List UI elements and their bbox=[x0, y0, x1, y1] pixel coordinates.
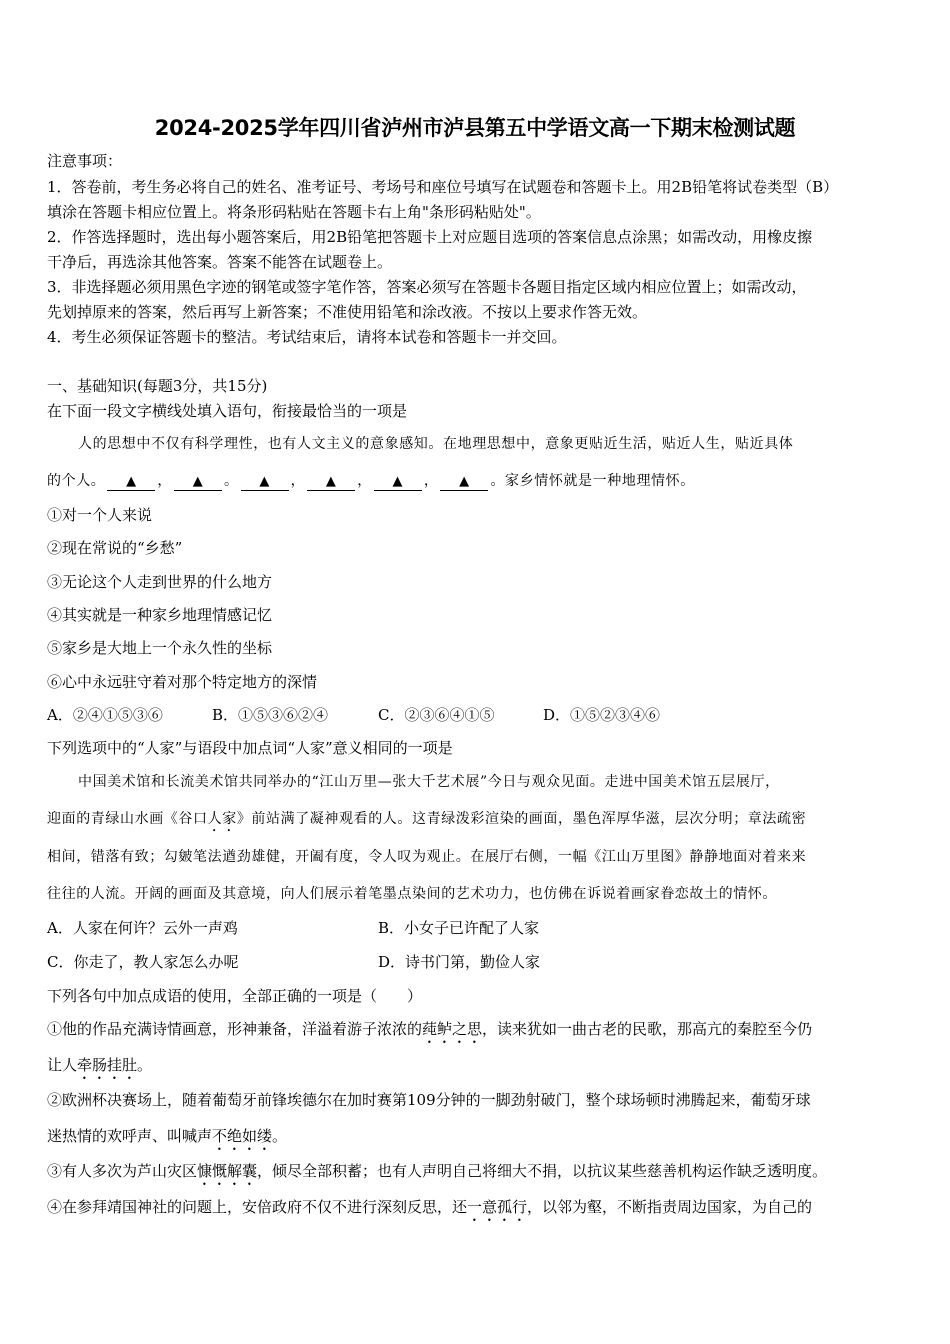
q2-passage-text: 迎面的青绿山水画《谷口 bbox=[47, 811, 208, 827]
note-4: 4．考生必须保证答题卡的整洁。考试结束后，请将本试卷和答题卡一并交回。 bbox=[47, 328, 567, 346]
q1-stem: 在下面一段文字横线处填入语句，衔接最恰当的一项是 bbox=[47, 402, 408, 420]
q2-passage-line-3: 相间，错落有致；勾皴笔法遒劲雄健，开阖有度，令人叹为观止。在展厅右侧，一幅《江山万里图》静静地面对着来来 bbox=[47, 849, 807, 865]
q3-sentence-4 bbox=[47, 1197, 812, 1225]
note-2-line-2: 干净后，再选涂其他答案。答案不能答在试题卷上。 bbox=[47, 253, 393, 271]
q3-text: 。 bbox=[137, 1056, 153, 1074]
answer-blank[interactable] bbox=[307, 473, 355, 491]
q2-option-c[interactable]: C．你走了，教人家怎么办呢 bbox=[47, 953, 239, 971]
notes-heading: 注意事项： bbox=[47, 152, 123, 170]
triangle-icon: ▲ bbox=[459, 474, 470, 489]
answer-blank[interactable] bbox=[241, 473, 289, 491]
section-heading: 一、基础知识(每题3分，共15分) bbox=[47, 377, 268, 395]
note-3-line-2: 先划掉原来的答案，然后再写上新答案；不准使用铅笔和涂改液。不按以上要求作答无效。 bbox=[47, 303, 648, 321]
page-title: 2024-2025学年四川省泸州市泸县第五中学语文高一下期末检测试题 bbox=[154, 116, 796, 140]
dotted-idiom: 牵肠挂肚 bbox=[77, 1056, 138, 1074]
note-3-line-1: 3．非选择题必须用黑色字迹的钢笔或签字笔作答，答案必须写在答题卡各题目指定区域内相应位置上；如需改动， bbox=[47, 278, 807, 296]
q2-option-b[interactable]: B．小女子已许配了人家 bbox=[378, 919, 540, 937]
q2-stem: 下列选项中的“人家”与语段中加点词“人家”意义相同的一项是 bbox=[47, 739, 453, 757]
dotted-idiom: 不绝如缕 bbox=[212, 1127, 273, 1145]
q1-item-4: ④其实就是一种家乡地理情感记忆 bbox=[47, 606, 273, 624]
triangle-icon: ▲ bbox=[392, 474, 404, 489]
q3-text: ，以邻为壑，不断指责周边国家，为自己的 bbox=[527, 1198, 813, 1216]
q3-sentence-3 bbox=[47, 1161, 827, 1189]
q3-text: 。 bbox=[272, 1127, 288, 1145]
q1-passage-line-2: 的个人。 ▲ ， ▲ 。 ▲ ， ▲ ， ▲ ， ▲ 。家乡情怀就是一种地理情怀。 bbox=[47, 473, 695, 489]
q3-text: 让人 bbox=[47, 1056, 78, 1074]
q1-item-6: ⑥心中永远驻守着对那个特定地方的深情 bbox=[47, 673, 318, 691]
q1-passage-line-1: 人的思想中不仅有科学理性，也有人文主义的意象感知。在地理思想中，意象更贴近生活，贴近人生，贴近具体 bbox=[78, 436, 794, 452]
triangle-icon: ▲ bbox=[126, 474, 137, 489]
q1-passage-lead: 的个人。 bbox=[47, 473, 106, 489]
answer-blank[interactable] bbox=[107, 473, 155, 491]
triangle-icon: ▲ bbox=[325, 474, 337, 489]
q1-option-b[interactable]: B．①⑤③⑥②④ bbox=[212, 706, 329, 724]
q1-item-5: ⑤家乡是大地上一个永久性的坐标 bbox=[47, 639, 273, 657]
q2-passage-text: 》前站满了凝神观看的人。这青绿泼彩渲染的画面，墨色浑厚华滋，层次分明；章法疏密 bbox=[236, 811, 807, 827]
q3-text: ③有人多次为芦山灾区 bbox=[47, 1162, 198, 1180]
q2-option-a[interactable]: A．人家在何许？云外一声鸡 bbox=[47, 919, 238, 937]
q3-text: ④在参拜靖国神社的问题上，安倍政府不仅不进行深刻反思，还 bbox=[47, 1198, 468, 1216]
q2-passage-line-4: 往往的人流。开阔的画面及其意境，向人们展示着笔墨点染间的艺术功力，也仿佛在诉说着画家眷恋故土的情怀。 bbox=[47, 886, 777, 902]
q2-passage-line-2 bbox=[47, 809, 806, 835]
answer-blank[interactable] bbox=[374, 473, 422, 491]
dotted-word: 人家 bbox=[207, 811, 237, 827]
q1-item-1: ①对一个人来说 bbox=[47, 506, 153, 524]
triangle-icon: ▲ bbox=[259, 474, 270, 489]
q3-stem: 下列各句中加点成语的使用，全部正确的一项是（ ） bbox=[47, 987, 423, 1005]
q1-item-3: ③无论这个人走到世界的什么地方 bbox=[47, 573, 273, 591]
q3-sentence-1-line-1 bbox=[47, 1019, 812, 1047]
q2-option-d[interactable]: D．诗书门第，勤俭人家 bbox=[378, 953, 541, 971]
dotted-idiom: 一意孤行 bbox=[467, 1198, 528, 1216]
q3-text: ，读来犹如一曲古老的民歌，那高亢的秦腔至今仍 bbox=[482, 1020, 813, 1038]
q1-item-2: ②现在常说的“乡愁” bbox=[47, 539, 183, 557]
q3-sentence-2-line-2 bbox=[47, 1126, 287, 1154]
q1-option-a[interactable]: A．②④①⑤③⑥ bbox=[47, 706, 163, 724]
q1-passage-tail: 。家乡情怀就是一种地理情怀。 bbox=[490, 473, 695, 489]
answer-blank[interactable] bbox=[440, 473, 488, 491]
q2-passage-line-1: 中国美术馆和长流美术馆共同举办的“江山万里—张大千艺术展”今日与观众见面。走进中国美术馆五层展厅， bbox=[78, 774, 780, 790]
note-2-line-1: 2．作答选择题时，选出每小题答案后，用2B铅笔把答题卡上对应题目选项的答案信息点涂黑；如需改动，用橡皮擦 bbox=[47, 228, 813, 246]
note-1-line-2: 填涂在答题卡相应位置上。将条形码粘贴在答题卡右上角"条形码粘贴处"。 bbox=[47, 203, 541, 221]
note-1-line-1: 1．答卷前，考生务必将自己的姓名、准考证号、考场号和座位号填写在试题卷和答题卡上。用2B铅笔将试卷类型（B） bbox=[47, 178, 839, 196]
answer-blank[interactable] bbox=[174, 473, 222, 491]
dotted-idiom: 慷慨解囊 bbox=[197, 1162, 258, 1180]
q3-text: ①他的作品充满诗情画意，形神兼备，洋溢着游子浓浓的 bbox=[47, 1020, 423, 1038]
triangle-icon: ▲ bbox=[192, 474, 204, 489]
q1-option-c[interactable]: C．②③⑥④①⑤ bbox=[378, 706, 495, 724]
q3-sentence-2-line-1: ②欧洲杯决赛场上，随着葡萄牙前锋埃德尔在加时赛第109分钟的一脚劲射破门，整个球场顿时沸腾起来，葡萄牙球 bbox=[47, 1091, 811, 1109]
q3-text: ，倾尽全部积蓄；也有人声明自己将细大不捐，以抗议某些慈善机构运作缺乏透明度。 bbox=[257, 1162, 828, 1180]
q3-sentence-1-line-2 bbox=[47, 1055, 152, 1083]
dotted-idiom: 莼鲈之思 bbox=[422, 1020, 483, 1038]
q3-text: 迷热情的欢呼声、叫喊声 bbox=[47, 1127, 213, 1145]
q1-option-d[interactable]: D．①⑤②③④⑥ bbox=[543, 706, 661, 724]
